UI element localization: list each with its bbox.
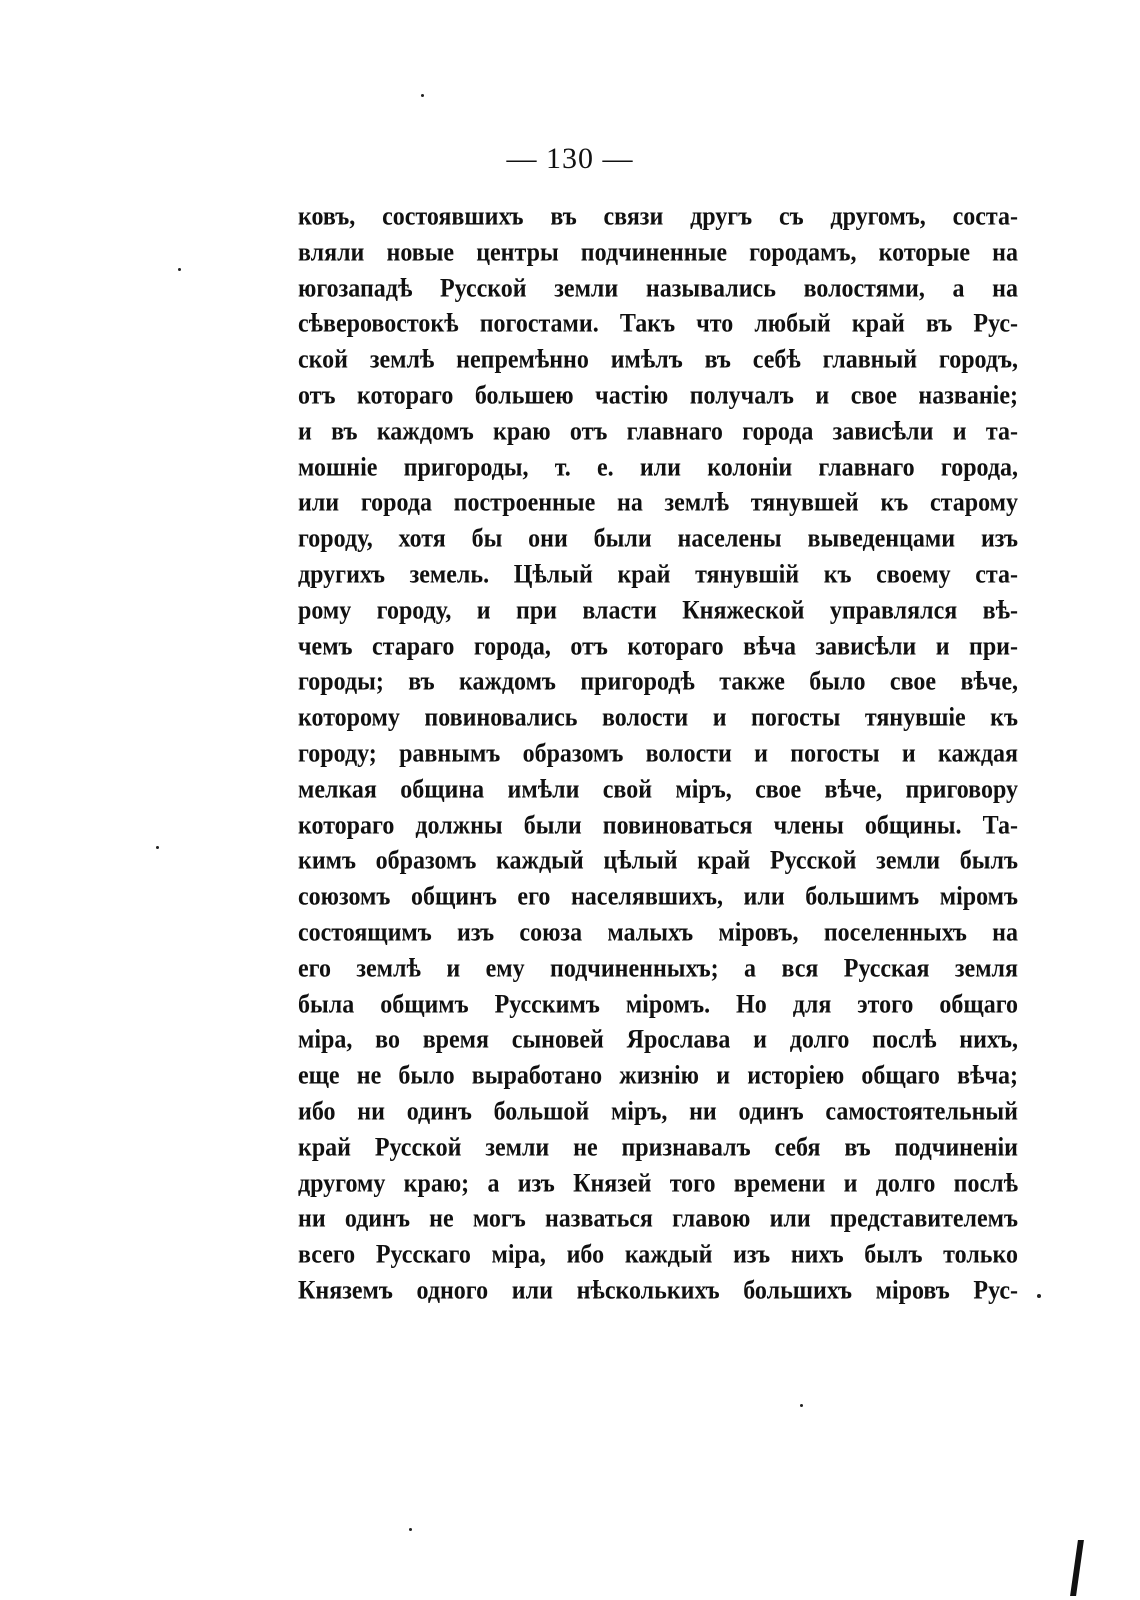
text-line: мошніе пригороды, т. е. или колоніи главнаго города, bbox=[298, 452, 1018, 483]
text-line: ковъ, состоявшихъ въ связи другъ съ другомъ, соста- bbox=[298, 202, 1018, 232]
text-line: сѣверовостокѣ погостами. Такъ что любый край въ Рус- bbox=[298, 309, 1018, 339]
text-line: край Русской земли не признавалъ себя въ подчиненіи bbox=[298, 1133, 1018, 1163]
text-line: кимъ образомъ каждый цѣлый край Русской земли былъ bbox=[298, 846, 1018, 876]
text-line: была общимъ Русскимъ міромъ. Но для этого общаго bbox=[298, 989, 1018, 1019]
text-line: союзомъ общинъ его населявшихъ, или большимъ міромъ bbox=[298, 882, 1018, 912]
text-line: рому городу, и при власти Княжеской управлялся вѣ- bbox=[298, 596, 1018, 626]
text-line: другихъ земель. Цѣлый край тянувшій къ своему ста- bbox=[298, 560, 1018, 590]
text-line: чемъ стараго города, отъ котораго вѣча зависѣли и при- bbox=[298, 631, 1018, 662]
text-line: ни одинъ не могъ назваться главою или представителемъ bbox=[298, 1204, 1018, 1234]
scan-speck bbox=[156, 846, 159, 849]
scan-speck bbox=[178, 268, 181, 271]
text-line: его землѣ и ему подчиненныхъ; а вся Русская земля bbox=[298, 954, 1018, 984]
text-line: ской землѣ непремѣнно имѣлъ въ себѣ главный городъ, bbox=[298, 345, 1018, 375]
text-line: и въ каждомъ краю отъ главнаго города зависѣли и та- bbox=[298, 417, 1018, 447]
text-line: мелкая община имѣли свой міръ, свое вѣче, приговору bbox=[298, 775, 1018, 805]
text-line: городу; равнымъ образомъ волости и погосты и каждая bbox=[298, 739, 1018, 769]
text-line: отъ котораго большею частію получалъ и свое названіе; bbox=[298, 381, 1018, 411]
text-line: вляли новые центры подчиненные городамъ, которые на bbox=[298, 238, 1018, 268]
text-line: всего Русскаго міра, ибо каждый изъ нихъ былъ только bbox=[298, 1240, 1018, 1270]
text-line: югозападѣ Русской земли назывались волостями, а на bbox=[298, 273, 1018, 304]
text-line: Княземъ одного или нѣсколькихъ большихъ міровъ Рус- bbox=[298, 1276, 1018, 1306]
page-number: — 130 — bbox=[506, 142, 634, 175]
text-line: другому краю; а изъ Князей того времени и долго послѣ bbox=[298, 1168, 1018, 1198]
text-line: ибо ни одинъ большой міръ, ни одинъ самостоятельный bbox=[298, 1097, 1018, 1127]
text-line: городы; въ каждомъ пригородѣ также было свое вѣче, bbox=[298, 667, 1018, 697]
text-line: еще не было выработано жизнію и исторіею общаго вѣча; bbox=[298, 1061, 1018, 1091]
text-line: городу, хотя бы они были населены выведенцами изъ bbox=[298, 524, 1018, 554]
scan-speck bbox=[409, 1528, 412, 1531]
text-line: котораго должны были повиноваться члены общины. Та- bbox=[298, 810, 1018, 840]
text-line: состоящимъ изъ союза малыхъ міровъ, поселенныхъ на bbox=[298, 918, 1018, 948]
scan-speck bbox=[421, 94, 424, 97]
scan-speck bbox=[800, 1404, 803, 1407]
body-text bbox=[298, 200, 1018, 1310]
scan-edge-mark bbox=[1070, 1540, 1084, 1596]
text-line: или города построенные на землѣ тянувшей къ старому bbox=[298, 488, 1018, 518]
scan-speck bbox=[1037, 1294, 1041, 1298]
text-line: міра, во время сыновей Ярослава и долго послѣ нихъ, bbox=[298, 1025, 1018, 1055]
text-line: которому повиновались волости и погосты тянувшіе къ bbox=[298, 703, 1018, 733]
